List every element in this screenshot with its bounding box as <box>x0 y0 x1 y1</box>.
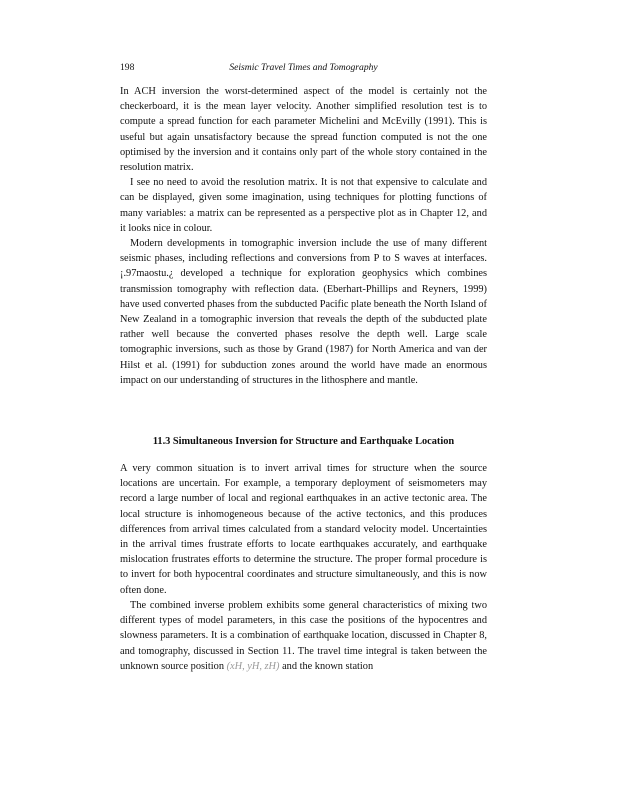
paragraph-resolution-test: In ACH inversion the worst-determined aspect of the model is certainly not the checkerboard, it is the mean layer velocity. Another simplified resolution test is to compute a spread function for each parameter Michelini and McEvilly (1991). This is useful but again unsatisfactory because the spread function computed is not the one optimised by the inversion and it contains only part of the whole story contained in the resolution matrix. <box>120 86 487 174</box>
section-heading: 11.3 Simultaneous Inversion for Structure and Earthquake Location <box>152 436 455 448</box>
source-position-math: (xH, yH, zH) <box>226 660 280 672</box>
paragraph-resolution-matrix: I see no need to avoid the resolution matrix. It is not that expensive to calculate and can be displayed, given some imagination, using techniques for plotting functions of many variables: a matrix can be represented as a perspective plot as in Chapter 12, and it looks nice in colour. <box>120 177 487 234</box>
paragraph-text-before-math: The combined inverse problem exhibits some general characteristics of mixing two different types of model parameters, in this case the positions of the hypocentres and slowness parameters. It is a combination of earthquake location, discussed in Chapter 8, and tomography, discussed in Section 11. The travel time integral is taken between the unknown source position <box>120 599 487 672</box>
running-title: Seismic Travel Times and Tomography <box>229 62 378 73</box>
paragraph-text-after-math: and the known station <box>282 660 374 672</box>
paragraph-common-situation: A very common situation is to invert arrival times for structure when the source locations are uncertain. For example, a temporary deployment of seismometers may record a large number of local and regional earthquakes in an active tectonic area. The local structure is inhomogeneous because of the active tectonics, and this produces differences from arrival times calculated from a standard velocity model. Uncertainties in the arrival times frustrate efforts to locate earthquakes accurately, and earthquake mislocation frustrates efforts to determine the structure. The proper formal procedure is to invert for both hypocentral coordinates and structure simultaneously, and this is now often done. <box>120 463 487 596</box>
running-head <box>120 60 487 76</box>
paragraph-modern-developments: Modern developments in tomographic inversion include the use of many different seismic phases, including reflections and conversions from P to S waves at interfaces. ¡.97maostu.¿ developed a technique for exploration geophysics which combines transmission tomography with reflection data. (Eberhart-Phillips and Reyners, 1999) have used converted phases from the subducted Pacific plate beneath the North Island of New Zealand in a tomographic inversion that reveals the depth of the subducted plate rather well because the converted phases resolve the depth well. Large scale tomographic inversions, such as those by Grand (1987) for North America and van der Hilst et al. (1991) for subduction zones around the world have made an enormous impact on our understanding of structures in the lithosphere and mantle. <box>120 238 487 386</box>
paragraph-combined-inverse-problem <box>120 598 487 674</box>
page <box>120 60 487 674</box>
page-number: 198 <box>120 62 135 73</box>
